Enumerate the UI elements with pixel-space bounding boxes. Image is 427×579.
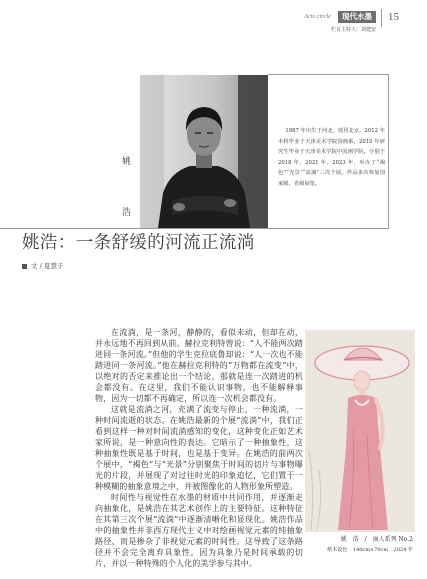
- portrait-right-hand: [224, 199, 236, 207]
- artwork-painting: [305, 330, 415, 532]
- caption-artist: 姚 浩: [340, 536, 359, 543]
- body-paragraph: 在流淌，是一条河，静静的，看似未动，但却在动，并永远地不再回到从前。赫拉克利特曾说：“人不能两次踏进同一条河流。”但他的学生克拉底鲁却说：“人一次也不能踏进同一条河流。”他在赫拉克利特的“万物都在流变”中，以绝对的否定来推论出一个结论，那就是连一次踏进的机会都没有。在这里，我们不能认识事物，也不能解释事物，因为一切都不再确定，所以连一次机会都没有。: [95, 328, 303, 403]
- artwork-caption-line-1: [296, 535, 413, 544]
- article-body: [95, 327, 303, 575]
- painting-face: [354, 371, 370, 391]
- caption-title: 丽人系列 No.2: [372, 536, 413, 543]
- portrait-image: [140, 75, 268, 228]
- bio-frame-bottom-rule: [0, 228, 389, 229]
- body-paragraph: 这就是流淌之河，充满了流变与停止，一种流淌，一种时间流逝的状态。在姚浩最新的个展“流淌”中，我们正看到这样一种对时间流淌感知的变化，这种变化正如艺术家所说，是一种意向性的表达。它暗示了一种抽象性，这种抽象性既是基于时间，也是基于变异。在姚浩的前两次个展中，“褐色”与“光景”分别聚焦于时间的切片与事物曝光的片段，并展现了对过往时光的印象追忆，它们置于一种模糊的抽象意境之中，并被图像化的人物形象所塑造。: [95, 405, 303, 491]
- bio-frame-top-rule: [268, 74, 389, 75]
- section-title-box: 现代水墨: [338, 11, 376, 23]
- artist-portrait-photo: [140, 75, 268, 228]
- caption-medium: 纸本设色: [327, 547, 348, 553]
- square-bullet-icon: [22, 264, 27, 269]
- artist-bio: 1987 年出生于河北，现居北京。2012 年本科毕业于天津美术学院国画系，2015 年研究生毕业于天津美术学院中国画学院。分别于 2018 年、2021 年、2023 年，举办了“褐色”“光景”“流淌”三次个展。作品多次参加国家级、省级展览。: [278, 128, 385, 187]
- page-number: 15: [388, 11, 399, 23]
- caption-year: 2024 年: [393, 547, 413, 553]
- caption-separator: /: [364, 536, 367, 543]
- artist-name-vertical-bottom: 浩: [122, 208, 132, 218]
- portrait-left-hand: [173, 203, 185, 211]
- painting-image: [305, 330, 415, 532]
- header-divider: [381, 9, 382, 27]
- artist-name-vertical-top: 姚: [122, 157, 132, 167]
- article-byline: 文 / 夏慧子: [31, 262, 64, 270]
- column-host-credit: 栏目主持人：刘建安: [330, 27, 376, 33]
- artwork-caption-line-2: [296, 546, 413, 554]
- caption-dimensions: 140cm×70cm: [352, 547, 389, 553]
- article-title: 姚浩：一条舒缓的河流正流淌: [22, 233, 255, 253]
- portrait-left-panel: [140, 75, 164, 228]
- bio-frame-right-rule: [388, 74, 389, 229]
- section-english-label: Arts circle: [304, 13, 332, 20]
- body-paragraph: 时间性与视觉性在水墨的材质中共同作用，并逐渐走向抽象化，是姚浩在其艺术创作上的主要特征。这种特征在其第三次个展“流淌”中逐渐清晰化和显现化。姚浩作品中的抽象性并非西方现代主义中对绘画视觉元素的纯抽象路径，而是掺杂了非视觉元素的时间性，这导致了这条路径并不会完全离弃具象性，因为具象乃是时间承载的切片，并以一种特殊的个人化的美学参与其中。: [95, 493, 303, 568]
